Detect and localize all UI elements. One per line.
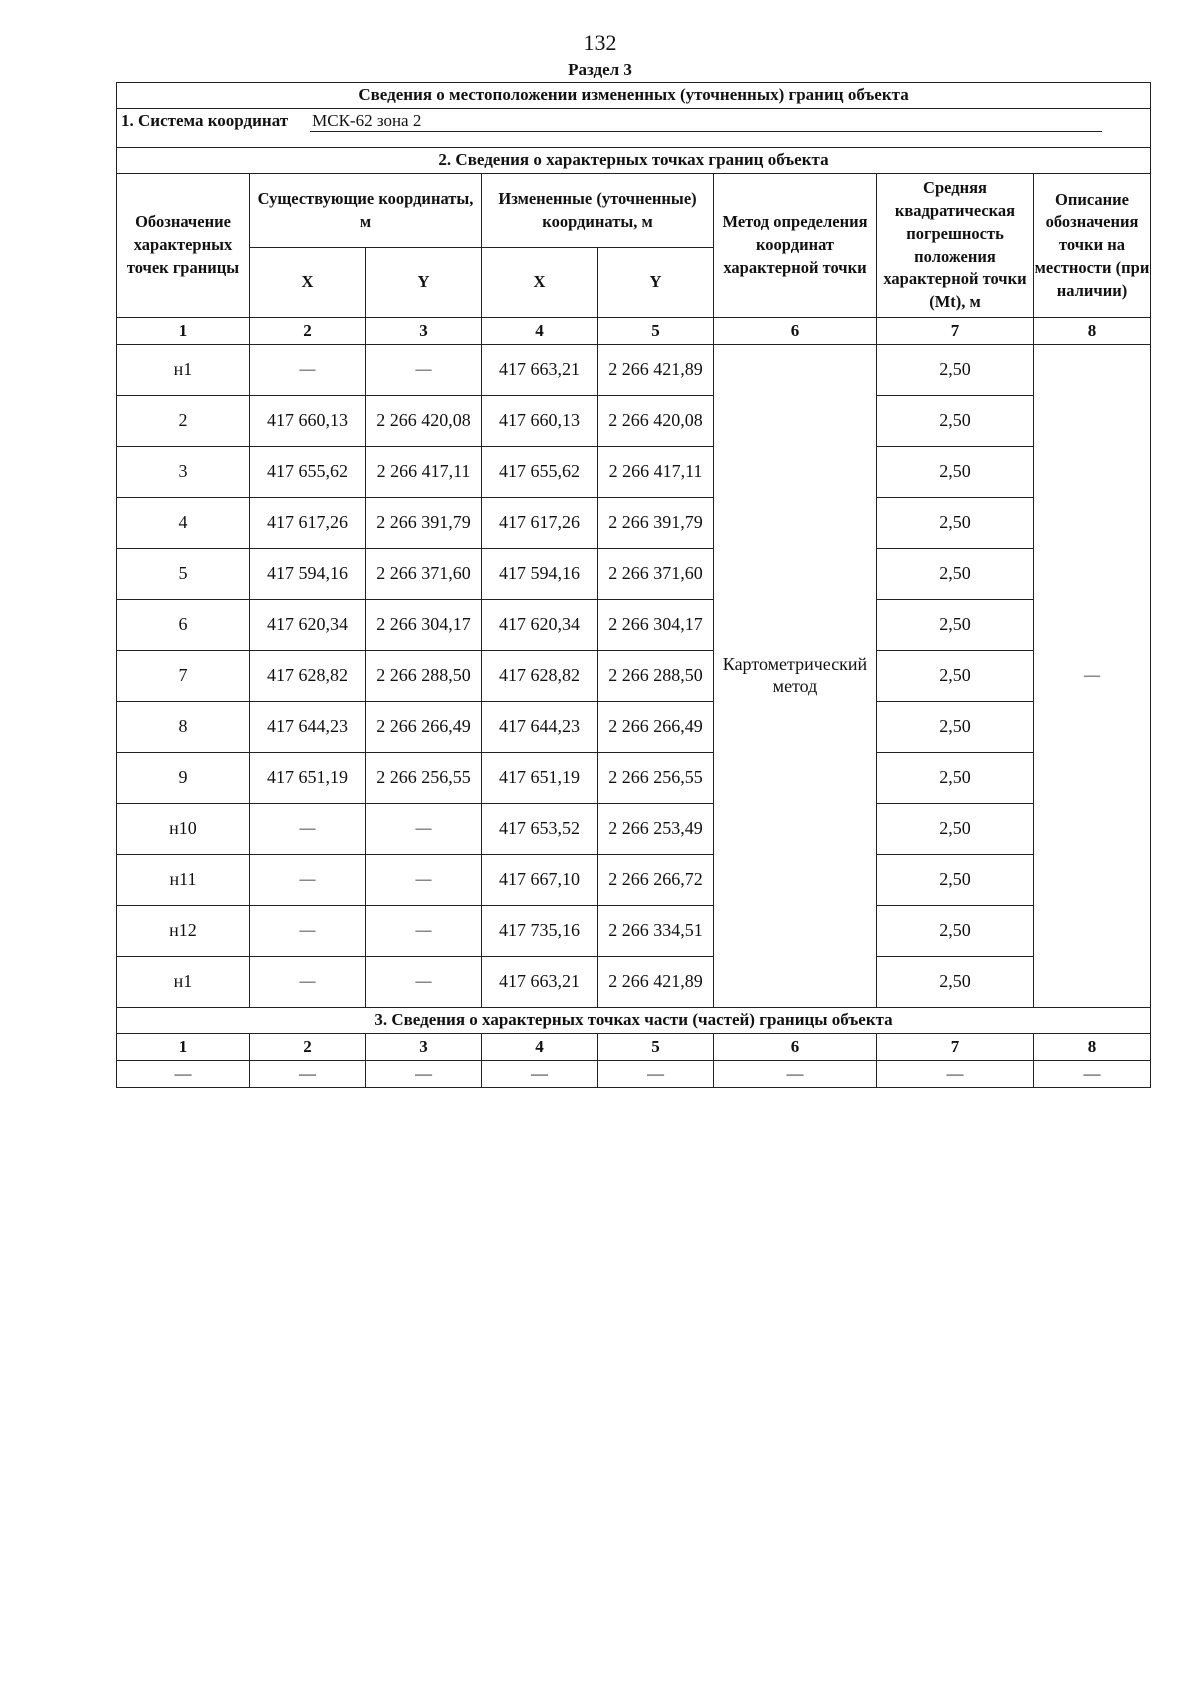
column-number: 1 <box>117 318 250 345</box>
existing-y: 2 266 266,49 <box>366 702 482 753</box>
coordinate-row <box>117 957 1151 1008</box>
coordinate-row <box>117 447 1151 498</box>
column-number: 7 <box>877 1034 1034 1061</box>
changed-x: 417 667,10 <box>482 855 598 906</box>
column-number: 8 <box>1034 318 1151 345</box>
changed-x: 417 651,19 <box>482 753 598 804</box>
changed-y: 2 266 288,50 <box>598 651 714 702</box>
parts-section-title: 3. Сведения о характерных точках части (частей) границы объекта <box>117 1008 1151 1034</box>
description-cell: — <box>1034 345 1151 1008</box>
table-title: Сведения о местоположении измененных (уточненных) границ объекта <box>117 83 1151 109</box>
mt-error: 2,50 <box>877 345 1034 396</box>
point-designation: 2 <box>117 396 250 447</box>
existing-y: 2 266 420,08 <box>366 396 482 447</box>
coordinate-row <box>117 906 1151 957</box>
existing-y: 2 266 304,17 <box>366 600 482 651</box>
column-number: 7 <box>877 318 1034 345</box>
point-designation: 9 <box>117 753 250 804</box>
header-existing-y: Y <box>366 248 482 318</box>
parts-cell: — <box>598 1061 714 1088</box>
point-designation: 6 <box>117 600 250 651</box>
parts-data-row <box>117 1061 1151 1088</box>
point-designation: 8 <box>117 702 250 753</box>
changed-x: 417 644,23 <box>482 702 598 753</box>
existing-x: 417 594,16 <box>250 549 366 600</box>
existing-y: 2 266 417,11 <box>366 447 482 498</box>
changed-x: 417 617,26 <box>482 498 598 549</box>
header-changed-coords: Измененные (уточненные) координаты, м <box>482 174 714 248</box>
boundary-table <box>116 82 1151 1088</box>
points-section-title: 2. Сведения о характерных точках границ объекта <box>117 148 1151 174</box>
existing-x: — <box>250 957 366 1008</box>
changed-y: 2 266 421,89 <box>598 957 714 1008</box>
changed-x: 417 663,21 <box>482 957 598 1008</box>
mt-error: 2,50 <box>877 498 1034 549</box>
mt-error: 2,50 <box>877 855 1034 906</box>
mt-error: 2,50 <box>877 804 1034 855</box>
coordinate-row <box>117 600 1151 651</box>
coordinate-row <box>117 498 1151 549</box>
header-designation: Обозначение характерных точек границы <box>117 174 250 318</box>
header-description: Описание обозначения точки на местности (при наличии) <box>1034 174 1151 318</box>
column-number: 6 <box>714 1034 877 1061</box>
column-number: 4 <box>482 1034 598 1061</box>
point-designation: н1 <box>117 957 250 1008</box>
parts-cell: — <box>482 1061 598 1088</box>
column-number: 3 <box>366 1034 482 1061</box>
changed-y: 2 266 420,08 <box>598 396 714 447</box>
header-error: Средняя квадратическая погрешность положения характерной точки (Mt), м <box>877 174 1034 318</box>
changed-x: 417 655,62 <box>482 447 598 498</box>
coordinate-row <box>117 396 1151 447</box>
changed-x: 417 660,13 <box>482 396 598 447</box>
page-number: 132 <box>583 30 617 55</box>
mt-error: 2,50 <box>877 906 1034 957</box>
changed-x: 417 663,21 <box>482 345 598 396</box>
parts-column-numbers-row <box>117 1034 1151 1061</box>
existing-y: 2 266 391,79 <box>366 498 482 549</box>
coordinate-system-label: 1. Система координат <box>121 111 289 130</box>
column-number: 1 <box>117 1034 250 1061</box>
existing-y: — <box>366 906 482 957</box>
header-changed-x: X <box>482 248 598 318</box>
header-changed-y: Y <box>598 248 714 318</box>
changed-y: 2 266 266,72 <box>598 855 714 906</box>
changed-y: 2 266 417,11 <box>598 447 714 498</box>
existing-x: 417 651,19 <box>250 753 366 804</box>
point-designation: н12 <box>117 906 250 957</box>
mt-error: 2,50 <box>877 702 1034 753</box>
parts-cell: — <box>877 1061 1034 1088</box>
coordinate-row <box>117 702 1151 753</box>
header-method: Метод определения координат характерной точки <box>714 174 877 318</box>
header-existing-coords: Существующие координаты, м <box>250 174 482 248</box>
changed-y: 2 266 371,60 <box>598 549 714 600</box>
parts-cell: — <box>714 1061 877 1088</box>
coordinate-system-value: МСК-62 зона 2 <box>310 111 1102 132</box>
mt-error: 2,50 <box>877 651 1034 702</box>
coordinate-row <box>117 651 1151 702</box>
changed-x: 417 594,16 <box>482 549 598 600</box>
existing-x: 417 620,34 <box>250 600 366 651</box>
changed-y: 2 266 266,49 <box>598 702 714 753</box>
column-number: 5 <box>598 318 714 345</box>
existing-x: 417 628,82 <box>250 651 366 702</box>
parts-cell: — <box>1034 1061 1151 1088</box>
column-number: 2 <box>250 1034 366 1061</box>
column-number: 3 <box>366 318 482 345</box>
coordinate-row <box>117 855 1151 906</box>
column-number: 5 <box>598 1034 714 1061</box>
existing-x: 417 660,13 <box>250 396 366 447</box>
existing-x: 417 655,62 <box>250 447 366 498</box>
existing-y: — <box>366 804 482 855</box>
existing-y: — <box>366 855 482 906</box>
point-designation: 4 <box>117 498 250 549</box>
changed-x: 417 620,34 <box>482 600 598 651</box>
changed-x: 417 735,16 <box>482 906 598 957</box>
changed-y: 2 266 304,17 <box>598 600 714 651</box>
point-designation: 5 <box>117 549 250 600</box>
column-number: 8 <box>1034 1034 1151 1061</box>
existing-y: — <box>366 957 482 1008</box>
changed-x: 417 653,52 <box>482 804 598 855</box>
mt-error: 2,50 <box>877 957 1034 1008</box>
point-designation: 7 <box>117 651 250 702</box>
column-numbers-row <box>117 318 1151 345</box>
existing-y: 2 266 371,60 <box>366 549 482 600</box>
column-number: 6 <box>714 318 877 345</box>
existing-x: — <box>250 906 366 957</box>
point-designation: н1 <box>117 345 250 396</box>
existing-x: 417 617,26 <box>250 498 366 549</box>
coordinate-row <box>117 804 1151 855</box>
parts-cell: — <box>366 1061 482 1088</box>
section-label: Раздел 3 <box>568 60 632 79</box>
changed-x: 417 628,82 <box>482 651 598 702</box>
method-cell: Картометрический метод <box>714 345 877 1008</box>
coordinate-row <box>117 753 1151 804</box>
mt-error: 2,50 <box>877 549 1034 600</box>
coordinate-system-row <box>117 109 1151 148</box>
mt-error: 2,50 <box>877 753 1034 804</box>
point-designation: н11 <box>117 855 250 906</box>
changed-y: 2 266 253,49 <box>598 804 714 855</box>
changed-y: 2 266 334,51 <box>598 906 714 957</box>
changed-y: 2 266 256,55 <box>598 753 714 804</box>
existing-x: — <box>250 855 366 906</box>
coordinate-row <box>117 549 1151 600</box>
point-designation: н10 <box>117 804 250 855</box>
changed-y: 2 266 391,79 <box>598 498 714 549</box>
mt-error: 2,50 <box>877 600 1034 651</box>
existing-x: — <box>250 345 366 396</box>
parts-cell: — <box>117 1061 250 1088</box>
mt-error: 2,50 <box>877 396 1034 447</box>
column-number: 4 <box>482 318 598 345</box>
point-designation: 3 <box>117 447 250 498</box>
existing-y: 2 266 256,55 <box>366 753 482 804</box>
existing-x: 417 644,23 <box>250 702 366 753</box>
existing-x: — <box>250 804 366 855</box>
header-existing-x: X <box>250 248 366 318</box>
existing-y: — <box>366 345 482 396</box>
mt-error: 2,50 <box>877 447 1034 498</box>
column-number: 2 <box>250 318 366 345</box>
parts-cell: — <box>250 1061 366 1088</box>
existing-y: 2 266 288,50 <box>366 651 482 702</box>
changed-y: 2 266 421,89 <box>598 345 714 396</box>
coordinate-row <box>117 345 1151 396</box>
